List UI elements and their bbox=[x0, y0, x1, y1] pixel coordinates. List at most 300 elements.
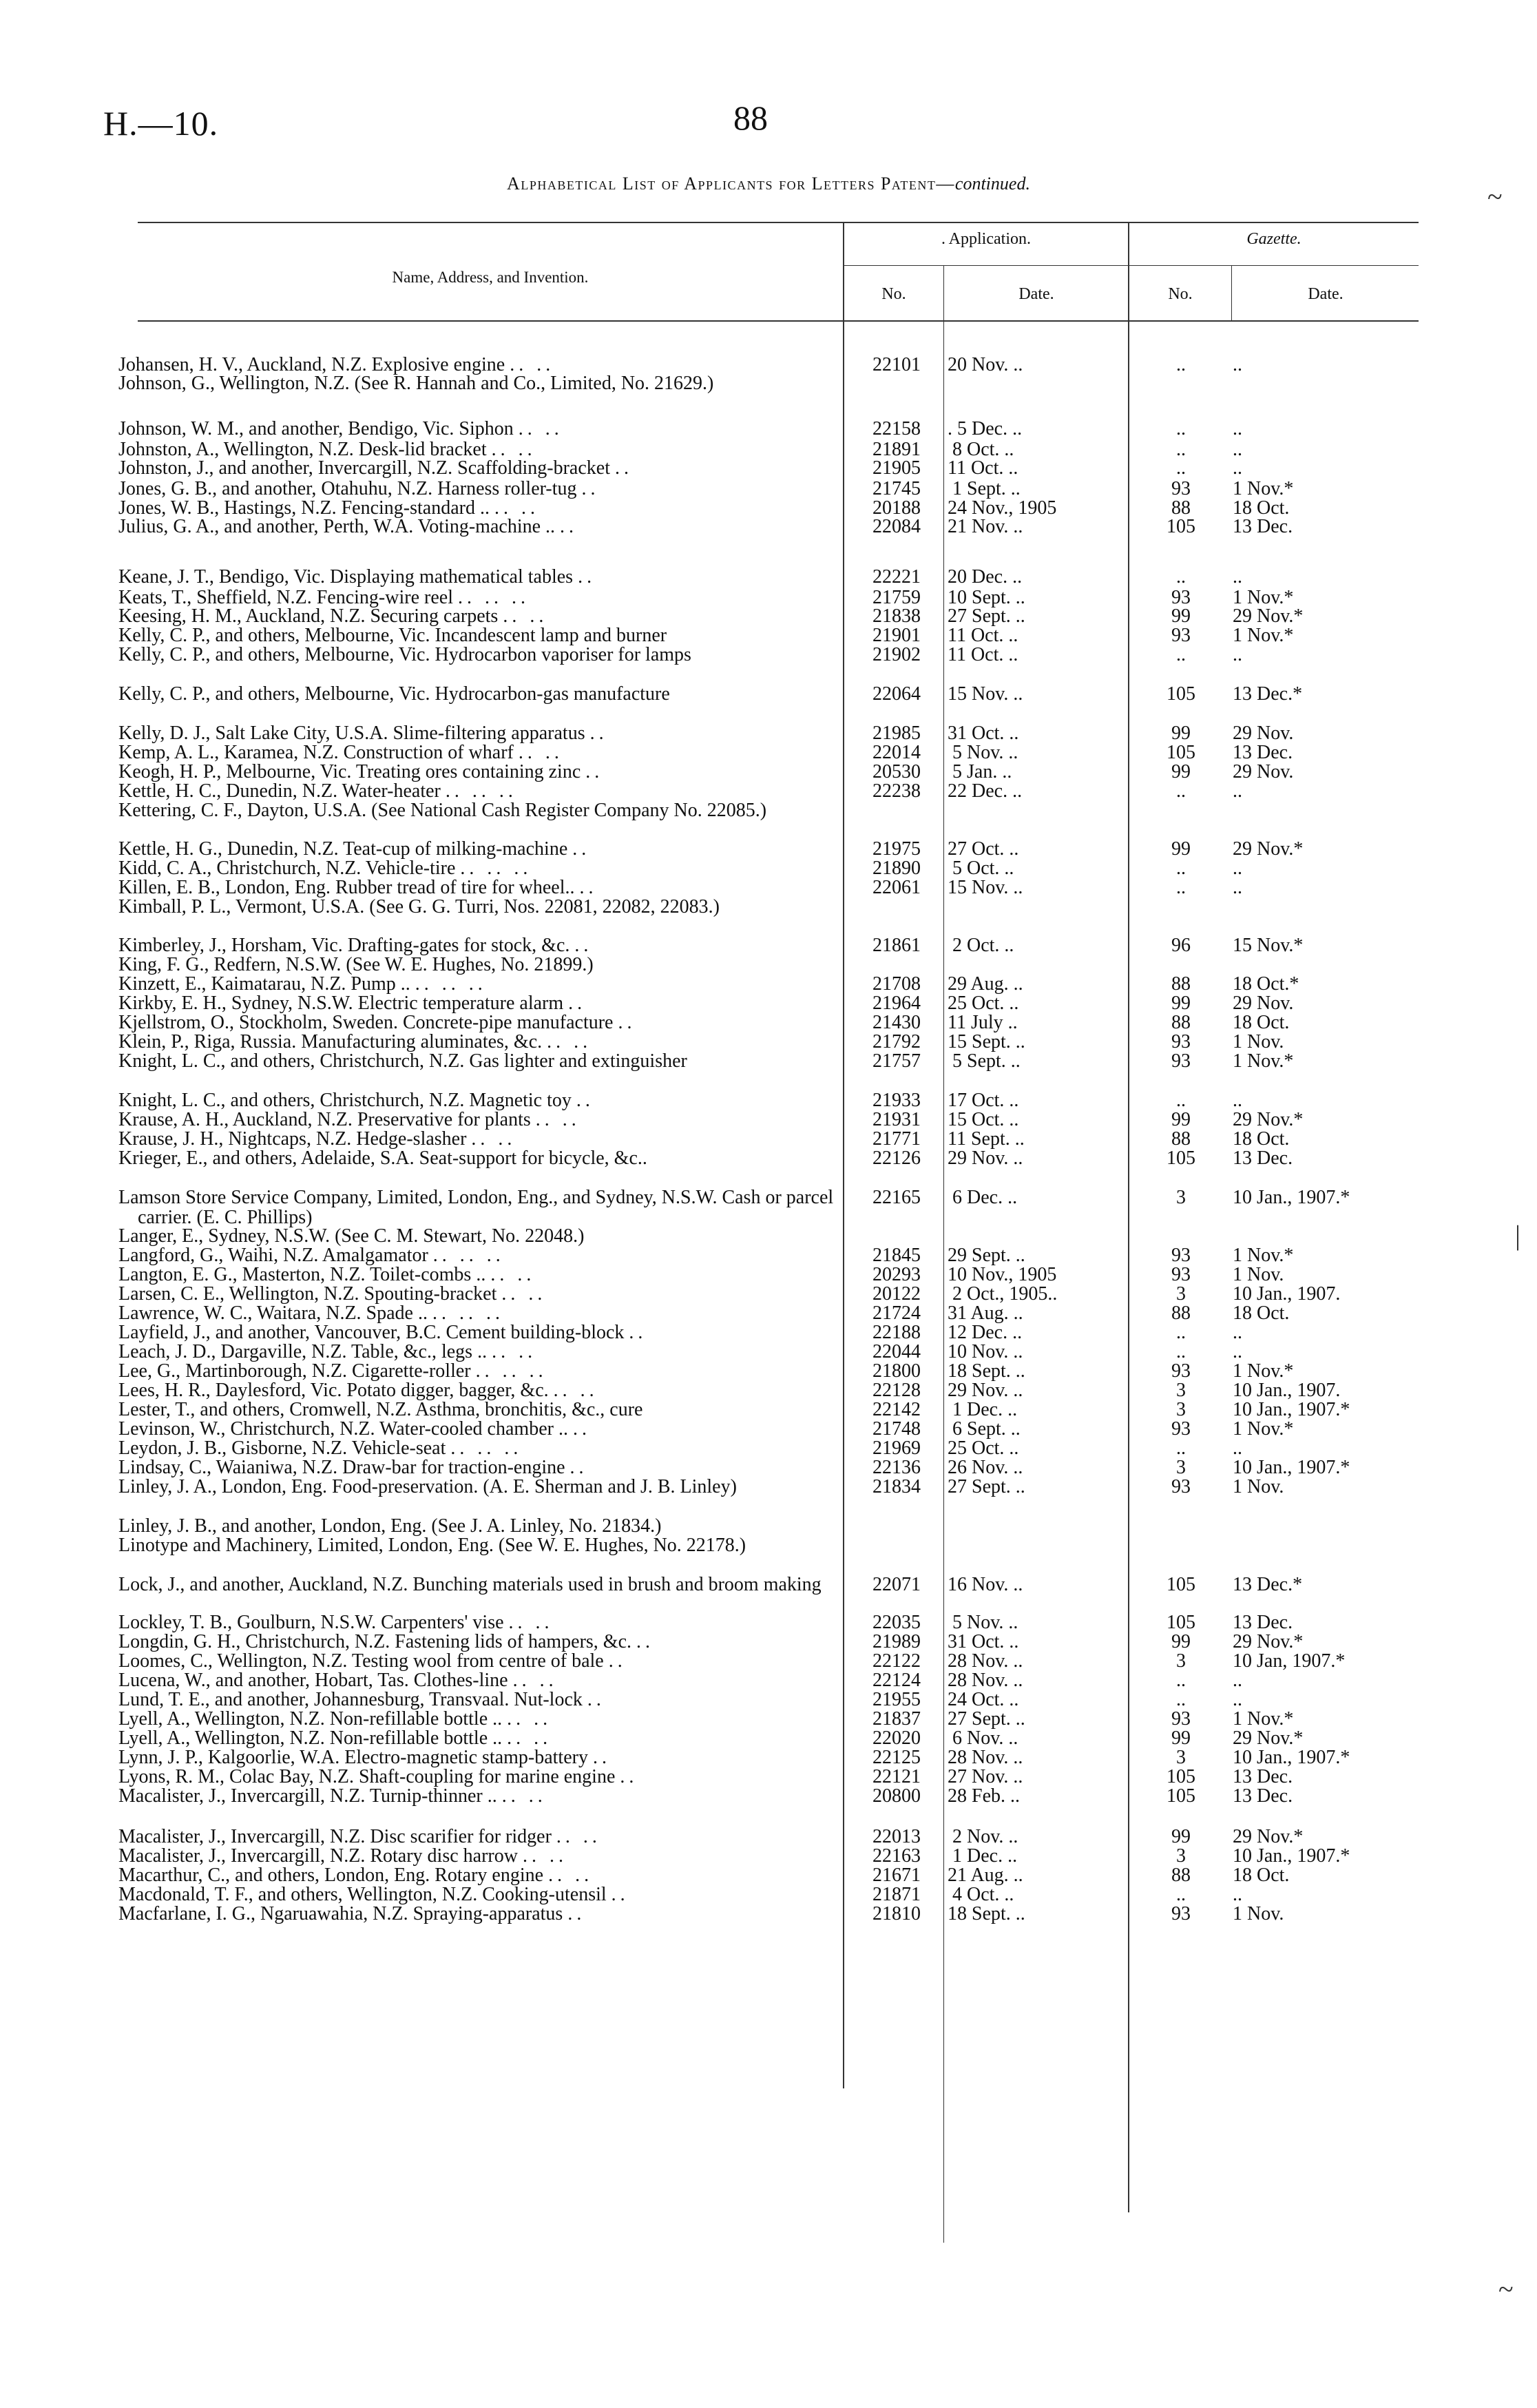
application-date: 20 Nov. .. bbox=[948, 354, 1023, 375]
application-number: 22014 bbox=[872, 742, 921, 763]
application-number: 20530 bbox=[872, 761, 921, 782]
applicant-text: Lees, H. R., Daylesford, Vic. Potato digger, bagger, &c. bbox=[118, 1380, 549, 1401]
applicant-entry bbox=[118, 1651, 838, 1671]
applicant-text: Kimberley, J., Horsham, Vic. Drafting-gates for stock, &c. bbox=[118, 935, 570, 956]
applicant-text: Kelly, C. P., and others, Melbourne, Vic. Incandescent lamp and burner bbox=[118, 625, 667, 646]
gazette-number: 105 bbox=[1167, 1612, 1195, 1633]
applicant-entry bbox=[118, 1284, 838, 1304]
gazette-date: 13 Dec.* bbox=[1233, 683, 1303, 705]
leader-dots: .. .. bbox=[491, 439, 536, 460]
application-number: 21985 bbox=[872, 723, 921, 744]
gazette-date: 13 Dec. bbox=[1233, 1612, 1293, 1633]
applicant-entry bbox=[118, 1477, 838, 1497]
leader-dots: .. .. bbox=[494, 497, 539, 519]
application-date: 28 Feb. .. bbox=[948, 1785, 1020, 1807]
application-date: 11 Oct. .. bbox=[948, 457, 1018, 479]
gazette-date: 1 Nov.* bbox=[1233, 478, 1294, 499]
application-number: 22163 bbox=[872, 1845, 921, 1867]
gazette-number: .. bbox=[1176, 439, 1186, 460]
gazette-date: 29 Nov.* bbox=[1233, 1826, 1304, 1847]
gazette-date: 18 Oct.* bbox=[1233, 973, 1299, 995]
applicant-text: Keesing, H. M., Auckland, N.Z. Securing carpets bbox=[118, 605, 499, 627]
gazette-number: 99 bbox=[1171, 1631, 1191, 1652]
applicant-text: Linotype and Machinery, Limited, London, Eng. (See W. E. Hughes, No. 22178.) bbox=[118, 1535, 746, 1556]
applicant-entry bbox=[118, 1846, 838, 1866]
applicant-entry bbox=[118, 1786, 838, 1806]
application-date: . 5 Dec. .. bbox=[948, 418, 1023, 439]
applicant-entry bbox=[118, 1380, 838, 1400]
applicant-entry bbox=[118, 458, 838, 478]
gazette-number: 99 bbox=[1171, 993, 1191, 1014]
applicant-entry bbox=[118, 1187, 838, 1227]
applicant-text: Kettering, C. F., Dayton, U.S.A. (See National Cash Register Company No. 22085.) bbox=[118, 800, 767, 821]
applicant-text: Jones, W. B., Hastings, N.Z. Fencing-standard .. bbox=[118, 497, 490, 519]
applicant-text: Kelly, C. P., and others, Melbourne, Vic. Hydrocarbon-gas manufacture bbox=[118, 683, 670, 705]
application-date: 5 Nov. .. bbox=[948, 1612, 1018, 1633]
application-number: 21771 bbox=[872, 1128, 921, 1150]
application-date: 28 Nov. .. bbox=[948, 1670, 1023, 1691]
applicant-text: Johnston, J., and another, Invercargill, N.Z. Scaffolding-bracket bbox=[118, 457, 610, 479]
gazette-number: 3 bbox=[1176, 1399, 1186, 1420]
applicant-text: Macarthur, C., and others, London, Eng. Rotary engine bbox=[118, 1865, 544, 1886]
leader-dots: .. .. bbox=[503, 605, 548, 627]
applicant-entry bbox=[118, 517, 838, 537]
gazette-date: 18 Oct. bbox=[1233, 1302, 1290, 1324]
gazette-number: 99 bbox=[1171, 723, 1191, 744]
leader-dots: .. bbox=[611, 1884, 629, 1905]
gazette-date: 1 Nov.* bbox=[1233, 1708, 1294, 1730]
gazette-number: .. bbox=[1176, 1437, 1186, 1459]
applicant-entry bbox=[118, 1865, 838, 1885]
applicant-entry bbox=[118, 1342, 838, 1362]
applicant-entry bbox=[118, 1904, 838, 1924]
gazette-number: 3 bbox=[1176, 1187, 1186, 1208]
application-date: 2 Oct., 1905.. bbox=[948, 1283, 1058, 1305]
gazette-number: .. bbox=[1176, 1670, 1186, 1691]
applicant-text: Krause, J. H., Nightcaps, N.Z. Hedge-slasher bbox=[118, 1128, 467, 1150]
application-number: 22158 bbox=[872, 418, 921, 439]
leader-dots: .. .. bbox=[548, 1865, 594, 1886]
leader-dots: .. bbox=[567, 1903, 586, 1924]
header-gz-no: No. bbox=[1168, 285, 1193, 303]
applicant-text: Kinzett, E., Kaimatarau, N.Z. Pump .. bbox=[118, 973, 410, 995]
application-date: 11 July .. bbox=[948, 1012, 1018, 1033]
application-date: 25 Oct. .. bbox=[948, 1437, 1019, 1459]
gazette-date: 13 Dec. bbox=[1233, 742, 1293, 763]
leader-dots: .. .. .. bbox=[475, 1360, 547, 1382]
gazette-date: 13 Dec.* bbox=[1233, 1574, 1303, 1595]
applicant-text: Kjellstrom, O., Stockholm, Sweden. Concrete-pipe manufacture bbox=[118, 1012, 614, 1033]
leader-dots: .. .. bbox=[471, 1128, 516, 1150]
application-number: 22084 bbox=[872, 516, 921, 537]
applicant-entry bbox=[118, 1827, 838, 1847]
gazette-number: 93 bbox=[1171, 1418, 1191, 1440]
applicant-text: Kidd, C. A., Christchurch, N.Z. Vehicle-tire bbox=[118, 858, 456, 879]
gazette-number: .. bbox=[1176, 566, 1186, 588]
leader-dots: .. .. bbox=[556, 1826, 601, 1847]
applicant-entry bbox=[118, 1885, 838, 1904]
application-date: 24 Nov., 1905 bbox=[948, 497, 1057, 519]
gazette-date: 18 Oct. bbox=[1233, 1012, 1290, 1033]
applicant-entry bbox=[118, 479, 838, 499]
application-date: 16 Nov. .. bbox=[948, 1574, 1023, 1595]
applicant-text: Macalister, J., Invercargill, N.Z. Turnip-thinner .. bbox=[118, 1785, 497, 1807]
applicant-text: Leach, J. D., Dargaville, N.Z. Table, &c., legs .. bbox=[118, 1341, 488, 1362]
application-date: 31 Aug. .. bbox=[948, 1302, 1023, 1324]
application-date: 29 Nov. .. bbox=[948, 1148, 1023, 1169]
applicant-text: Lee, G., Martinborough, N.Z. Cigarette-roller bbox=[118, 1360, 471, 1382]
leader-dots: .. bbox=[608, 1650, 627, 1672]
leader-dots: .. .. bbox=[553, 1380, 598, 1401]
gazette-number: 93 bbox=[1171, 1360, 1191, 1382]
application-number: 21800 bbox=[872, 1360, 921, 1382]
gazette-date: 1 Nov. bbox=[1233, 1031, 1284, 1052]
gazette-number: 105 bbox=[1167, 1148, 1195, 1169]
leader-dots: .. .. bbox=[507, 1708, 552, 1730]
applicant-entry bbox=[118, 1670, 838, 1690]
applicant-entry bbox=[118, 1535, 838, 1555]
leader-dots: .. .. .. bbox=[445, 780, 517, 802]
applicant-text: Jones, G. B., and another, Otahuhu, N.Z. Harness roller-tug bbox=[118, 478, 577, 499]
applicant-text: Macfarlane, I. G., Ngaruawahia, N.Z. Spraying-apparatus bbox=[118, 1903, 563, 1924]
gazette-date: .. bbox=[1233, 439, 1242, 460]
application-number: 22221 bbox=[872, 566, 921, 588]
applicant-entry bbox=[118, 498, 838, 518]
leader-dots: .. .. bbox=[507, 1727, 552, 1749]
applicant-entry bbox=[118, 1516, 838, 1536]
header-name-address: Name, Address, and Invention. bbox=[392, 269, 589, 286]
gazette-number: .. bbox=[1176, 457, 1186, 479]
leader-dots: .. bbox=[587, 1689, 605, 1710]
applicant-entry bbox=[118, 1457, 838, 1477]
gazette-number: 93 bbox=[1171, 1050, 1191, 1072]
leader-dots: .. bbox=[568, 993, 587, 1014]
applicant-entry bbox=[118, 588, 838, 608]
applicant-entry bbox=[118, 645, 838, 665]
gazette-date: 10 Jan., 1907.* bbox=[1233, 1457, 1350, 1478]
applicant-text: Knight, L. C., and others, Christchurch, N.Z. Gas lighter and extinguisher bbox=[118, 1050, 687, 1072]
applicant-text: Lock, J., and another, Auckland, N.Z. Bunching materials used in brush and broom making bbox=[118, 1574, 822, 1595]
applicant-entry bbox=[118, 1265, 838, 1285]
leader-dots: .. bbox=[615, 457, 633, 479]
gazette-date: 18 Oct. bbox=[1233, 1128, 1290, 1150]
application-date: 15 Nov. .. bbox=[948, 877, 1023, 898]
applicant-entry bbox=[118, 1612, 838, 1632]
applicant-entry bbox=[118, 1400, 838, 1420]
applicant-text: Lamson Store Service Company, Limited, London, Eng., and Sydney, N.S.W. Cash or parcel carrier. (E. C. Phillips) bbox=[118, 1187, 834, 1228]
leader-dots: .. .. bbox=[492, 1341, 537, 1362]
leader-dots: .. .. .. bbox=[450, 1437, 523, 1459]
page-number: 88 bbox=[733, 98, 768, 137]
applicant-entry bbox=[118, 1090, 838, 1110]
gazette-date: 1 Nov. bbox=[1233, 1264, 1284, 1285]
leader-dots: .. .. .. bbox=[460, 858, 532, 879]
applicant-entry bbox=[118, 955, 838, 975]
applicant-entry bbox=[118, 1226, 838, 1246]
application-number: 21901 bbox=[872, 625, 921, 646]
application-date: 27 Oct. .. bbox=[948, 838, 1019, 860]
application-date: 28 Nov. .. bbox=[948, 1747, 1023, 1768]
gazette-number: 105 bbox=[1167, 1785, 1195, 1807]
applicant-entry bbox=[118, 1709, 838, 1729]
gazette-date: 10 Jan., 1907. bbox=[1233, 1380, 1341, 1401]
application-date: 27 Sept. .. bbox=[948, 1476, 1025, 1497]
applicant-entry bbox=[118, 800, 838, 820]
gazette-date: .. bbox=[1233, 1341, 1242, 1362]
application-number: 22238 bbox=[872, 780, 921, 802]
gazette-number: 99 bbox=[1171, 1727, 1191, 1749]
application-date: 17 Oct. .. bbox=[948, 1090, 1019, 1111]
application-number: 22188 bbox=[872, 1322, 921, 1343]
leader-dots: .. bbox=[620, 1766, 638, 1787]
application-number: 21792 bbox=[872, 1031, 921, 1052]
margin-mark-top: ~ bbox=[1487, 181, 1503, 212]
application-date: 25 Oct. .. bbox=[948, 993, 1019, 1014]
gazette-number: 88 bbox=[1171, 1128, 1191, 1150]
applicant-entry bbox=[118, 935, 838, 955]
applicant-text: Krause, A. H., Auckland, N.Z. Preservative for plants bbox=[118, 1109, 531, 1130]
application-number: 22128 bbox=[872, 1380, 921, 1401]
application-date: 27 Sept. .. bbox=[948, 605, 1025, 627]
gazette-date: .. bbox=[1233, 457, 1242, 479]
application-number: 21871 bbox=[872, 1884, 921, 1905]
list-title-continued: continued. bbox=[954, 174, 1030, 194]
application-number: 22124 bbox=[872, 1670, 921, 1691]
application-number: 22020 bbox=[872, 1727, 921, 1749]
application-number: 20122 bbox=[872, 1283, 921, 1305]
application-number: 21931 bbox=[872, 1109, 921, 1130]
gazette-number: 93 bbox=[1171, 1264, 1191, 1285]
applicant-text: Kettle, H. C., Dunedin, N.Z. Water-heater bbox=[118, 780, 441, 802]
leader-dots: .. .. bbox=[508, 1612, 554, 1633]
applicant-entry bbox=[118, 1747, 838, 1767]
gazette-number: 105 bbox=[1167, 1574, 1195, 1595]
application-number: 21890 bbox=[872, 858, 921, 879]
leader-dots: .. .. .. bbox=[457, 587, 530, 608]
applicant-entry bbox=[118, 781, 838, 801]
applicant-text: Johnston, A., Wellington, N.Z. Desk-lid bracket bbox=[118, 439, 487, 460]
application-number: 21955 bbox=[872, 1689, 921, 1710]
applicant-text: Lyons, R. M., Colac Bay, N.Z. Shaft-coupling for marine engine bbox=[118, 1766, 616, 1787]
application-date: 2 Oct. .. bbox=[948, 935, 1014, 956]
applicant-text: Lester, T., and others, Cromwell, N.Z. Asthma, bronchitis, &c., cure bbox=[118, 1399, 643, 1420]
leader-dots: .. bbox=[592, 1747, 611, 1768]
application-number: 21834 bbox=[872, 1476, 921, 1497]
application-number: 21430 bbox=[872, 1012, 921, 1033]
gazette-date: .. bbox=[1233, 644, 1242, 665]
applicant-text: Lindsay, C., Waianiwa, N.Z. Draw-bar for traction-engine bbox=[118, 1457, 565, 1478]
application-number: 21933 bbox=[872, 1090, 921, 1111]
applicant-text: Longdin, G. H., Christchurch, N.Z. Fastening lids of hampers, &c. bbox=[118, 1631, 632, 1652]
margin-mark-bottom: ~ bbox=[1498, 2274, 1514, 2305]
leader-dots: .. bbox=[589, 723, 608, 744]
applicant-text: King, F. G., Redfern, N.S.W. (See W. E. Hughes, No. 21899.) bbox=[118, 954, 594, 975]
applicant-text: Levinson, W., Christchurch, N.Z. Water-cooled chamber .. bbox=[118, 1418, 568, 1440]
application-number: 22013 bbox=[872, 1826, 921, 1847]
leader-dots: .. bbox=[629, 1322, 647, 1343]
applicant-text: Macalister, J., Invercargill, N.Z. Disc scarifier for ridger bbox=[118, 1826, 552, 1847]
gazette-number: .. bbox=[1176, 1884, 1186, 1905]
gazette-number: .. bbox=[1176, 1341, 1186, 1362]
gazette-date: .. bbox=[1233, 780, 1242, 802]
gazette-date: .. bbox=[1233, 1884, 1242, 1905]
gazette-date: 1 Nov.* bbox=[1233, 1360, 1294, 1382]
application-date: 29 Aug. .. bbox=[948, 973, 1023, 995]
gazette-number: 3 bbox=[1176, 1747, 1186, 1768]
applicant-entry bbox=[118, 1728, 838, 1748]
applicant-text: Lockley, T. B., Goulburn, N.S.W. Carpenters' vise bbox=[118, 1612, 504, 1633]
applicant-entry bbox=[118, 743, 838, 762]
applicant-text: Lund, T. E., and another, Johannesburg, Transvaal. Nut-lock bbox=[118, 1689, 583, 1710]
applicant-text: Macalister, J., Invercargill, N.Z. Rotary disc harrow bbox=[118, 1845, 518, 1867]
applicant-entry bbox=[118, 878, 838, 897]
gazette-number: .. bbox=[1176, 858, 1186, 879]
application-date: 18 Sept. .. bbox=[948, 1903, 1025, 1924]
applicant-entry bbox=[118, 373, 838, 393]
gazette-number: .. bbox=[1176, 1689, 1186, 1710]
applicant-entry bbox=[118, 419, 838, 439]
application-number: 21845 bbox=[872, 1245, 921, 1266]
applicant-entry bbox=[118, 723, 838, 743]
leader-dots: .. .. .. bbox=[432, 1245, 505, 1266]
application-date: 29 Sept. .. bbox=[948, 1245, 1025, 1266]
leader-dots: .. .. bbox=[510, 354, 555, 375]
list-title bbox=[0, 174, 1537, 194]
header-top-rule bbox=[138, 222, 1419, 223]
application-number: 22064 bbox=[872, 683, 921, 705]
application-date: 5 Sept. .. bbox=[948, 1050, 1021, 1072]
application-date: 6 Sept. .. bbox=[948, 1418, 1021, 1440]
gazette-number: 99 bbox=[1171, 838, 1191, 860]
gazette-date: 1 Nov. bbox=[1233, 1903, 1284, 1924]
applicant-text: Keane, J. T., Bendigo, Vic. Displaying mathematical tables bbox=[118, 566, 574, 588]
applicant-entry bbox=[118, 355, 838, 375]
applicant-text: Krieger, E., and others, Adelaide, S.A. Seat-support for bicycle, &c.. bbox=[118, 1148, 647, 1169]
gazette-date: 29 Nov.* bbox=[1233, 1109, 1304, 1130]
applicant-text: Macdonald, T. F., and others, Wellington, N.Z. Cooking-utensil bbox=[118, 1884, 607, 1905]
applicant-text: Kemp, A. L., Karamea, N.Z. Construction of wharf bbox=[118, 742, 514, 763]
gazette-number: 93 bbox=[1171, 1903, 1191, 1924]
applicant-text: Keats, T., Sheffield, N.Z. Fencing-wire reel bbox=[118, 587, 453, 608]
gazette-date: .. bbox=[1233, 858, 1242, 879]
leader-dots: .. bbox=[572, 1418, 591, 1440]
gazette-date: .. bbox=[1233, 877, 1242, 898]
application-number: 21905 bbox=[872, 457, 921, 479]
leader-dots: .. bbox=[578, 566, 596, 588]
applicant-entry bbox=[118, 839, 838, 859]
application-date: 15 Sept. .. bbox=[948, 1031, 1025, 1052]
leader-dots: .. .. bbox=[512, 1670, 558, 1691]
application-number: 22044 bbox=[872, 1341, 921, 1362]
gazette-number: .. bbox=[1176, 644, 1186, 665]
col-divider-name bbox=[843, 222, 844, 2088]
applicant-text: Knight, L. C., and others, Christchurch, N.Z. Magnetic toy bbox=[118, 1090, 572, 1111]
header-app-date: Date. bbox=[1018, 285, 1054, 303]
application-date: 27 Sept. .. bbox=[948, 1708, 1025, 1730]
application-date: 24 Oct. .. bbox=[948, 1689, 1019, 1710]
applicant-text: Kelly, D. J., Salt Lake City, U.S.A. Slime-filtering apparatus bbox=[118, 723, 585, 744]
gazette-number: 88 bbox=[1171, 497, 1191, 519]
applicant-text: Linley, J. B., and another, London, Eng. (See J. A. Linley, No. 21834.) bbox=[118, 1515, 662, 1537]
gazette-date: 10 Jan, 1907.* bbox=[1233, 1650, 1346, 1672]
applicant-text: Lyell, A., Wellington, N.Z. Non-refillable bottle .. bbox=[118, 1727, 503, 1749]
application-date: 8 Oct. .. bbox=[948, 439, 1014, 460]
leader-dots: .. bbox=[579, 877, 598, 898]
application-number: 21838 bbox=[872, 605, 921, 627]
application-number: 22061 bbox=[872, 877, 921, 898]
applicant-text: Johnson, W. M., and another, Bendigo, Vic. Siphon bbox=[118, 418, 514, 439]
application-date: 31 Oct. .. bbox=[948, 1631, 1019, 1652]
applicant-text: Linley, J. A., London, Eng. Food-preservation. (A. E. Sherman and J. B. Linley) bbox=[118, 1476, 737, 1497]
gazette-number: 99 bbox=[1171, 1109, 1191, 1130]
gazette-number: .. bbox=[1176, 780, 1186, 802]
application-date: 11 Oct. .. bbox=[948, 625, 1018, 646]
applicant-entry bbox=[118, 897, 838, 917]
application-number: 21837 bbox=[872, 1708, 921, 1730]
leader-dots: .. .. bbox=[522, 1845, 567, 1867]
leader-dots: .. bbox=[576, 1090, 594, 1111]
applicant-entry bbox=[118, 1322, 838, 1342]
gazette-date: 15 Nov.* bbox=[1233, 935, 1304, 956]
application-date: 29 Nov. .. bbox=[948, 1380, 1023, 1401]
gazette-date: 18 Oct. bbox=[1233, 497, 1290, 519]
header-gz-date: Date. bbox=[1308, 285, 1343, 303]
gazette-number: .. bbox=[1176, 1322, 1186, 1343]
gazette-number: 93 bbox=[1171, 1245, 1191, 1266]
leader-dots: .. .. bbox=[535, 1109, 581, 1130]
leader-dots: .. .. bbox=[501, 1283, 547, 1305]
page-ref: H.—10. bbox=[103, 104, 219, 143]
applicant-text: Kettle, H. G., Dunedin, N.Z. Teat-cup of milking-machine bbox=[118, 838, 568, 860]
application-date: 4 Oct. .. bbox=[948, 1884, 1014, 1905]
leader-dots: .. bbox=[581, 478, 600, 499]
application-number: 20800 bbox=[872, 1785, 921, 1807]
applicant-entry bbox=[118, 1129, 838, 1149]
leader-dots: .. bbox=[618, 1012, 636, 1033]
applicant-text: Julius, G. A., and another, Perth, W.A. Voting-machine .. bbox=[118, 516, 556, 537]
gazette-date: 10 Jan., 1907.* bbox=[1233, 1187, 1350, 1208]
applicant-entry bbox=[118, 625, 838, 645]
leader-dots: .. .. .. bbox=[432, 1302, 504, 1324]
header-bottom-rule bbox=[138, 320, 1419, 322]
gazette-number: 105 bbox=[1167, 742, 1195, 763]
applicant-entry bbox=[118, 993, 838, 1013]
application-date: 18 Sept. .. bbox=[948, 1360, 1025, 1382]
application-date: 5 Nov. .. bbox=[948, 742, 1018, 763]
application-number: 22121 bbox=[872, 1766, 921, 1787]
gazette-date: .. bbox=[1233, 418, 1242, 439]
applicant-entry bbox=[118, 1419, 838, 1439]
applicant-text: Johansen, H. V., Auckland, N.Z. Explosive engine bbox=[118, 354, 505, 375]
application-date: 6 Dec. .. bbox=[948, 1187, 1018, 1208]
leader-dots: .. bbox=[572, 838, 591, 860]
gazette-number: 93 bbox=[1171, 1031, 1191, 1052]
leader-dots: .. bbox=[636, 1631, 655, 1652]
gazette-date: .. bbox=[1233, 566, 1242, 588]
gazette-date: .. bbox=[1233, 1670, 1242, 1691]
gazette-number: 93 bbox=[1171, 1708, 1191, 1730]
col-divider-gz-date bbox=[1231, 266, 1232, 321]
application-date: 5 Oct. .. bbox=[948, 858, 1014, 879]
applicant-entry bbox=[118, 439, 838, 459]
gazette-date: 1 Nov. bbox=[1233, 1476, 1284, 1497]
applicant-entry bbox=[118, 1303, 838, 1323]
applicant-text: Lawrence, W. C., Waitara, N.Z. Spade .. bbox=[118, 1302, 428, 1324]
applicant-entry bbox=[118, 1032, 838, 1052]
gazette-number: 99 bbox=[1171, 761, 1191, 782]
gazette-date: 10 Jan., 1907. bbox=[1233, 1283, 1341, 1305]
leader-dots: .. .. bbox=[518, 418, 563, 439]
